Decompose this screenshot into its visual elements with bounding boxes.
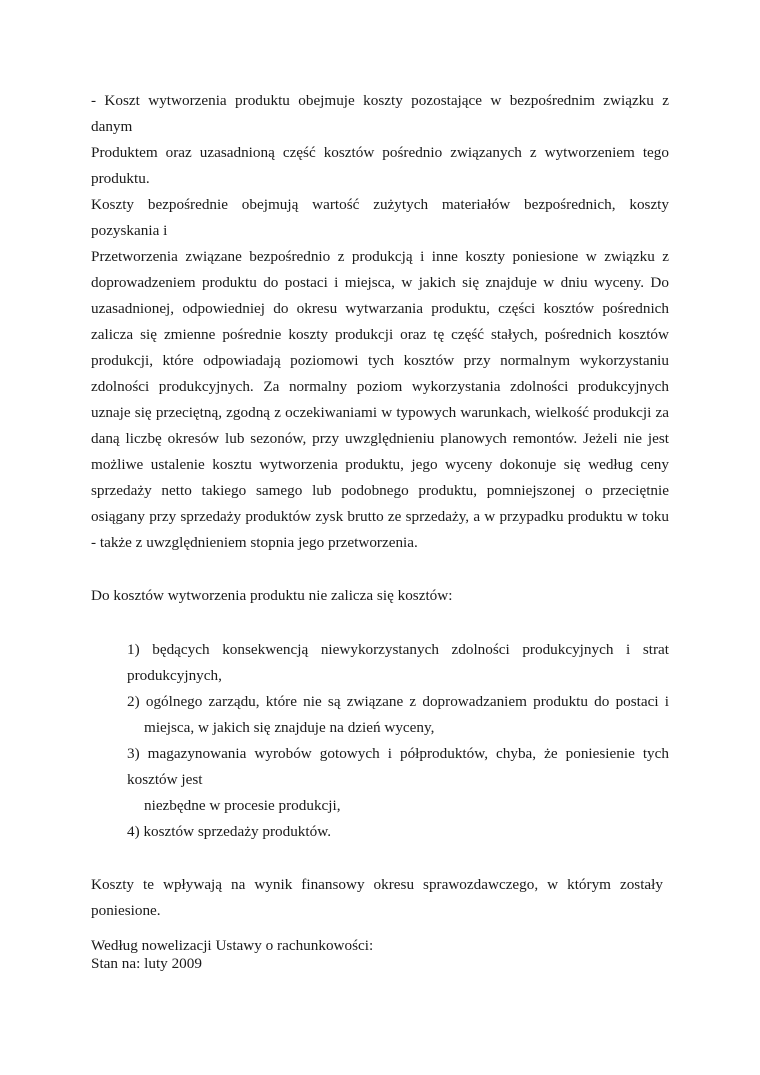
- list-intro: Do kosztów wytworzenia produktu nie zalicza się kosztów:: [91, 587, 453, 604]
- paragraph-line: możliwe ustalenie kosztu wytworzenia produktu, jego wyceny dokonuje się według ceny: [91, 456, 669, 473]
- list-item-1: 1) będących konsekwencją niewykorzystanych zdolności produkcyjnych i strat: [127, 641, 669, 658]
- paragraph-line: zalicza się zmienne pośrednie koszty produkcji oraz tę część stałych, pośrednich kosztów: [91, 326, 669, 343]
- closing-paragraph-continued: poniesione.: [91, 902, 161, 919]
- list-item-1-continued: produkcyjnych,: [127, 667, 222, 684]
- paragraph-line: uznaje się przeciętną, zgodną z oczekiwaniami w typowych warunkach, wielkość produkcji za: [91, 404, 669, 421]
- list-item-3: 3) magazynowania wyrobów gotowych i półproduktów, chyba, że poniesienie tych: [127, 745, 669, 762]
- paragraph-line: osiągany przy sprzedaży produktów zysk brutto ze sprzedaży, a w przypadku produktu w toku: [91, 508, 669, 525]
- paragraph-line: sprzedaży netto takiego samego lub podobnego produktu, pomniejszonej o przeciętnie: [91, 482, 669, 499]
- list-item-2: 2) ogólnego zarządu, które nie są związane z doprowadzaniem produktu do postaci i: [127, 693, 669, 710]
- paragraph-line: Przetworzenia związane bezpośrednio z produkcją i inne koszty poniesione w związku z: [91, 248, 669, 265]
- paragraph-line: - także z uwzględnieniem stopnia jego przetworzenia.: [91, 534, 418, 551]
- closing-paragraph: Koszty te wpływają na wynik finansowy okresu sprawozdawczego, w którym zostały: [91, 876, 663, 893]
- source-date: Stan na: luty 2009: [91, 955, 202, 972]
- paragraph-line: - Koszt wytworzenia produktu obejmuje koszty pozostające w bezpośrednim związku z: [91, 92, 669, 109]
- paragraph-line: pozyskania i: [91, 222, 168, 239]
- list-item-3-continued: kosztów jest: [127, 771, 203, 788]
- list-item-4: 4) kosztów sprzedaży produktów.: [127, 823, 331, 840]
- paragraph-line: Produktem oraz uzasadnioną część kosztów pośrednio związanych z wytworzeniem tego: [91, 144, 669, 161]
- paragraph-line: zdolności produkcyjnych. Za normalny poziom wykorzystania zdolności produkcyjnych: [91, 378, 669, 395]
- paragraph-line: danym: [91, 118, 133, 135]
- list-item-3-continued: niezbędne w procesie produkcji,: [144, 797, 341, 814]
- list-item-2-continued: miejsca, w jakich się znajduje na dzień wyceny,: [144, 719, 435, 736]
- paragraph-line: daną liczbę okresów lub sezonów, przy uwzględnieniu planowych remontów. Jeżeli nie jest: [91, 430, 669, 447]
- source-note: Według nowelizacji Ustawy o rachunkowości:: [91, 937, 374, 954]
- paragraph-line: doprowadzeniem produktu do postaci i miejsca, w jakich się znajduje w dniu wyceny. Do: [91, 274, 669, 291]
- paragraph-line: produkcji, które odpowiadają poziomowi tych kosztów przy normalnym wykorzystaniu: [91, 352, 669, 369]
- paragraph-line: Koszty bezpośrednie obejmują wartość zużytych materiałów bezpośrednich, koszty: [91, 196, 669, 213]
- paragraph-line: uzasadnionej, odpowiedniej do okresu wytwarzania produktu, części kosztów pośrednich: [91, 300, 669, 317]
- paragraph-line: produktu.: [91, 170, 150, 187]
